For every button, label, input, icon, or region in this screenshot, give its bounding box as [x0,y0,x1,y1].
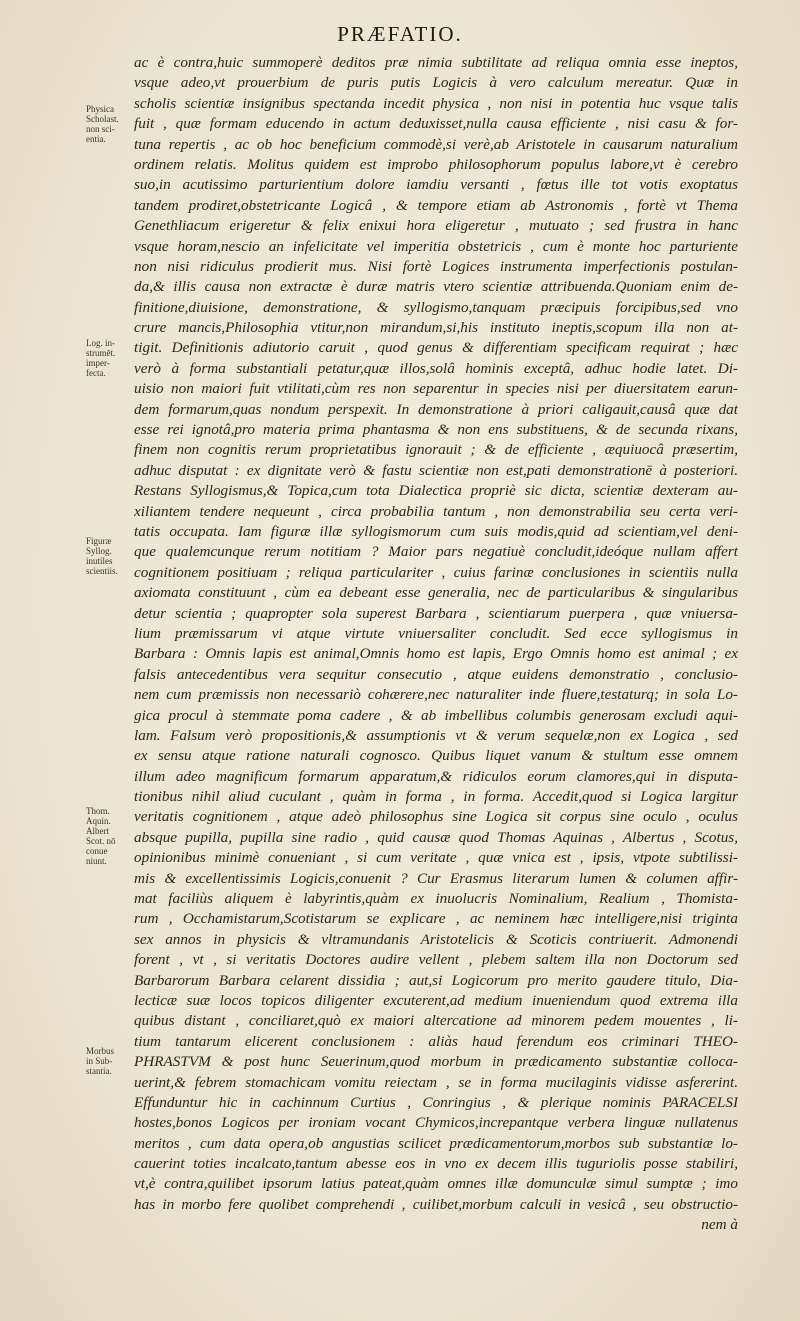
text-line: scholis scientiæ insignibus spectanda incedit physica , non nisi in potentia huc vsque talis [134,94,738,112]
text-line: crure mancis,Philosophia vtitur,non mirandum,si,his instituto ineptis,scopum illa non at- [134,319,738,337]
text-line: forent , vt , si veritatis Doctores audire vellent , plebem saltem illa non Doctorum sed [134,951,738,969]
page-title: PRÆFATIO. [337,22,463,46]
text-line: tandem prodiret,obstetricante Logicâ , & tempore etiam ab Astronomis , fortè vt Thema [134,196,738,214]
margin-note: Figuræ Syllog. inutiles scientiis. [86,536,118,576]
text-line: dem formarum,quas nondum perspexit. In demonstratione à priori caligauit,causâ quæ dat [134,400,738,418]
text-line: illum adeo magnificum formarum apparatum,& ridiculos eorum clamores,qui in disputa- [134,767,738,785]
text-line: tatis occupata. Iam figuræ illæ syllogismorum cum suis modis,quid ad scientiam,vel deni- [134,522,738,540]
text-line: rum , Occhamistarum,Scotistarum se explicare , ac neminem hæc intelligere,nisi triginta [134,910,738,928]
text-line: tionibus nihil aliud cuculant , quàm in forma , in forma. Accedit,quod si Logica largitur [134,788,738,806]
text-line: tigit. Definitionis adiutorio caruit , quod genus & differentiam specificam requirat ; hæc [134,339,738,357]
text-line: ac è contra,huic summoperè deditos præ nimia subtilitate ad reliqua omnia esse ineptos, [134,54,738,71]
text-line: finitione,diuisione, demonstratione, & syllogismo,tanquam præcipuis forcipibus,sed vno [134,298,738,316]
text-line: detur scientia ; quapropter sola superest Barbara , scientiarum puerpera , quæ vniuersa- [134,604,738,622]
text-line: mat faciliùs aliquem è labyrintis,quàm ex inuolucris Nominalium, Realium , Thomista- [134,890,738,908]
text-line: vsque horam,nescio an infelicitate vel imperitia obstetricis , cum è monte hoc parturiente [134,237,738,255]
text-line: Genethliacum erigeretur & felix enixui hora eligeretur , mutuato ; sed frustra in hanc [134,217,738,235]
text-line: tuna repertis , ac ob hoc beneficium commodè,si verè,ab Aristotele in causarum naturalium [134,135,738,153]
text-line: Barbarorum Barbara celarent dissidia ; aut,si Logicorum pro merito gaudere titulo, Dia- [134,971,738,989]
text-line: Barbara : Omnis lapis est animal,Omnis homo est lapis, Ergo Omnis homo est animal ; ex [134,645,738,663]
text-line: axiomata constituunt , cùm ea debeant esse generalia, nec de particularibus & singularibus [134,584,738,602]
text-line: cognitionem positiuam ; reliqua particulariter , cuius farinæ conclusiones in scientiis nulla [134,563,738,581]
text-line: nem cum præmissis non necessariò cohærere,nec naturaliter inde fluere,testaturq; in sola Lo- [134,686,738,704]
margin-note: Thom. Aquin. Albert Scot. nō conue niunt. [86,806,116,866]
marginalia-column [0,0,130,1321]
text-line: que qualemcunque rerum notitiam ? Maior pars negatiuè concludit,ideóque nullam affert [134,543,738,561]
text-line: sex annos in physicis & vltramundanis Aristotelicis & Scoticis contriuerit. Admonendi [134,930,738,948]
text-line: esse rei ignotâ,pro materia prima phantasma & non ens substituens, & de secunda rixans, [134,421,738,439]
text-line: vt,è contra,quilibet ipsorum latius pateat,quàm omnes illæ domunculæ simul sumptæ ; imo [134,1175,738,1193]
text-line: ex sensu atque ratione naturali cognosco. Quibus liquet vanum & stultum esse omnem [134,747,738,765]
text-line: ordinem relatis. Molitus quidem est improbo philosophorum populus labore,vt è cerebro [134,155,738,173]
text-line: lam. Falsum verò propositionis,& assumptionis vt & verum sequelæ,non ex Logica , sed [134,726,738,744]
text-line: PHRASTVM & post hunc Seuerinum,quod morbum in prædicamento substantiæ colloca- [134,1053,738,1071]
text-line: has in morbo fere quolibet comprehendi , cuilibet,morbum calculi in vesicâ , seu obstructio- [134,1195,738,1213]
text-line: fuit , quæ formam educendo in actum deduxisset,nulla causa efficiente , nisi casu & for- [134,115,738,133]
text-line: lium præmissarum vi atque virtute vniuersaliter concludit. Sed ecce syllogismus in [134,624,738,642]
text-line: Restans Syllogismus,& Topica,cum tota Dialectica propriè sic dicta, scientiæ dexteram au- [134,482,738,500]
text-line: uisio non maiori fuit vtilitati,cùm res non separentur in species nisi per diuersitatem earun- [134,380,738,398]
text-line: lecticæ suæ locos topicos diligenter excuterent,ad medium inueniendum quod extrema illa [134,991,738,1009]
margin-note: Log. in- strumēt. imper- fecta. [86,338,116,378]
margin-note: Morbus in Sub- stantia. [86,1046,115,1076]
text-line: quibus distant , conciliaret,quò ex maiori altercatione ad minorem pedem mouentes , li- [134,1012,738,1030]
text-line: vsque adeo,vt prouerbium de puris putis Logicis à vero calculum mereatur. Quæ in [134,74,738,92]
text-line: falsis antecedentibus vera sequitur consecutio , atque euidens demonstratio , conclusio- [134,665,738,683]
text-line: hostes,bonos Logicos per ironiam vocant Chymicos,increpantque verbera linguæ nullatenus [134,1114,738,1132]
text-line: absque pupilla, pupilla sine radio , quid causæ quod Thomas Aquinas , Albertus , Scotus, [134,828,738,846]
text-line: mis & excellentissimis Logicis,conuenit ? Cur Erasmus literarum lumen & columen affir- [134,869,738,887]
text-line: veritatis cognitionem , atque adeò philosophus sine Logica sit corpus sine oculo , oculus [134,808,738,826]
text-line: opinionibus minimè conueniant , si cum veritate , quæ vnica est , ipsis, vtpote subtilissi- [134,849,738,867]
margin-note: Physica Scholast. non sci- entia. [86,104,119,144]
text-line: xiliantem tendere nequeunt , circa probabilia tantum , non demonstrabilia seu certa veri- [134,502,738,520]
text-line: tium tantarum elicerent conclusionem : aliàs haud ferendum eos criminari THEO- [134,1032,738,1050]
text-line: non nisi ridiculus prodierit mus. Nisi fortè Logices instrumenta imperfectionis postulan- [134,257,738,275]
text-line: meritos , cum data opera,ob angustias scilicet prædicamentorum,morbos sub substantiæ lo- [134,1134,738,1152]
body-text [134,53,738,1236]
text-line: adhuc disputat : ex dignitate verò & fastu scientiæ non est,pati demonstrationē à posteriori. [134,461,738,479]
text-line: uerint,& febrem stomachicam vomitu reiectam , se in forma mucilaginis vidisse asfererint. [134,1073,738,1091]
text-line: finem non cognitis rerum proprietatibus ignorauit ; & de efficiente , æquiuocâ præsertim, [134,441,738,459]
text-line: suo,in acutissimo parturientium dolore iamdiu versanti , fœtus ille tot votis exoptatus [134,176,738,194]
text-line: nem à [701,1216,738,1234]
text-line: verò à forma substantiali petatur,quæ illos,solâ hominis exceptâ, adhuc hodie latet. Di- [134,359,738,377]
text-line: Effunduntur hic in cachinnum Curtius , Conringius , & plerique nominis PARACELSI [134,1093,738,1111]
text-line: da,& illis causa non extractæ è duræ matris vtero scientiæ attribuenda.Quoniam enim de- [134,278,738,296]
text-line: gica procul à stemmate poma cadere , & ab imbellibus columbis generosam excludi aqui- [134,706,738,724]
text-line: cauerint toties incalcato,tantum abesse eos in vno ex decem illis tuguriolis posse stabiliri, [134,1155,738,1173]
